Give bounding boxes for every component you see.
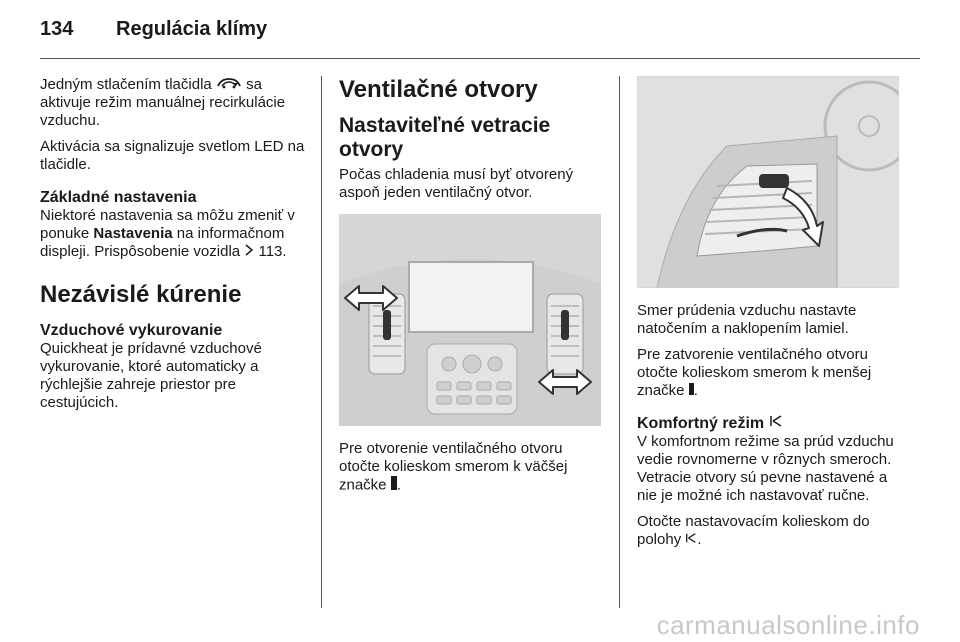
comfort-mode-icon <box>769 414 783 433</box>
vents-heading: Ventilačné otvory <box>339 76 538 103</box>
page-header <box>40 18 267 48</box>
recirculation-paragraph: Jedným stlačením tlačidla sa aktivuje režim manuálnej recirkulácie vzduchu. <box>40 76 286 130</box>
comfort-mode-icon <box>685 531 697 549</box>
comfort-mode-heading: Komfortný režim <box>637 414 907 433</box>
header-rule <box>40 58 920 59</box>
column-1 <box>40 76 305 420</box>
comfort-mode-paragraph: V komfortnom režime sa prúd vzduchu vedie rovnomerne v rôznych smeroch. Vetracie otvory sú pevne nastavené a nie je možné ich nastavovať ručne. <box>637 433 894 505</box>
column-2 <box>339 76 604 503</box>
cooling-paragraph: Počas chladenia musí byť otvorený aspoň jeden ventilačný otvor. <box>339 166 574 201</box>
air-direction-paragraph: Smer prúdenia vzduchu nastavte natočením a naklopením lamiel. <box>637 302 857 337</box>
watermark: carmanualsonline.info <box>656 610 920 640</box>
page-title: Regulácia klímy <box>116 18 268 40</box>
page-reference-arrow-icon <box>244 243 254 261</box>
column-3 <box>637 76 907 557</box>
comfort-setting-paragraph: Otočte nastavovacím kolieskom do polohy . <box>637 513 870 549</box>
page-reference[interactable]: 113. <box>258 243 287 261</box>
column-divider-1 <box>321 76 322 608</box>
column-divider-2 <box>619 76 620 608</box>
close-vent-paragraph: Pre zatvorenie ventilačného otvoru otočte kolieskom smerom k menšej značke . <box>637 346 872 399</box>
led-paragraph: Aktivácia sa signalizuje svetlom LED na tlačidle. <box>40 138 305 174</box>
basic-settings-heading: Základné nastavenia <box>40 189 197 207</box>
air-heating-heading: Vzduchové vykurovanie <box>40 322 223 340</box>
settings-menu-term: Nastavenia <box>93 225 173 243</box>
dashboard-vents-illustration <box>339 214 601 426</box>
quickheat-paragraph: Quickheat je prídavné vzduchové vykurovanie, ktoré automaticky a rýchlejšie zahreje priestor pre cestujúcich. <box>40 340 262 412</box>
recirculation-car-icon <box>216 76 242 94</box>
vent-adjustment-illustration <box>637 76 899 288</box>
open-vent-paragraph: Pre otvorenie ventilačného otvoru otočte kolieskom smerom k väčšej značke . <box>339 440 568 494</box>
page-number: 134 <box>40 18 74 40</box>
independent-heater-heading: Nezávislé kúrenie <box>40 281 242 309</box>
settings-paragraph: Niektoré nastavenia sa môžu zmeniť v ponuke Nastavenia na informačnom displeji. Prispôsobenie vozidla 113. <box>40 207 295 261</box>
adjustable-vents-heading: Nastaviteľné vetracie otvory <box>339 114 551 161</box>
